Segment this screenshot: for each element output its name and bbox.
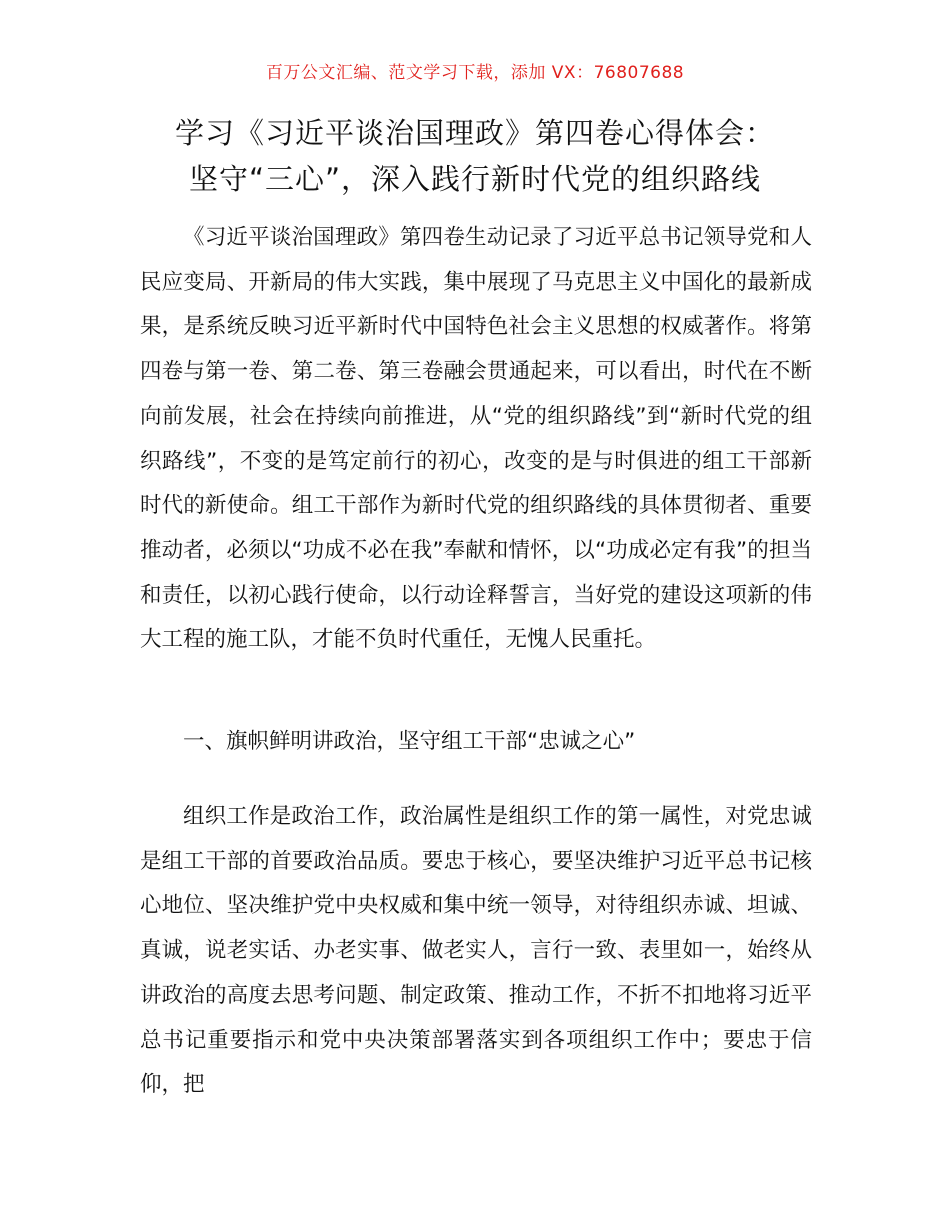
document-title-line-1: 学习《习近平谈治国理政》第四卷心得体会： xyxy=(174,116,775,150)
document-title-line-2: 坚守“三心”，深入践行新时代党的组织路线 xyxy=(188,162,762,196)
header-banner: 百万公文汇编、范文学习下载，添加 VX：76807688 xyxy=(265,63,685,83)
body-paragraph: 组织工作是政治工作，政治属性是组织工作的第一属性，对党忠诚是组工干部的首要政治品质。要忠于核心，要坚决维护习近平总书记核心地位、坚决维护党中央权威和集中统一领导，对待组织赤诚、坦诚、真诚，说老实话、办老实事、做老实人，言行一致、表里如一，始终从讲政治的高度去思考问题、制定政策、推动工作，不折不扣地将习近平总书记重要指示和党中央决策部署落实到各项组织工作中；要忠于信仰，把 xyxy=(140,804,812,1098)
intro-paragraph: 《习近平谈治国理政》第四卷生动记录了习近平总书记领导党和人民应变局、开新局的伟大实践，集中展现了马克思主义中国化的最新成果，是系统反映习近平新时代中国特色社会主义思想的权威著作。将第四卷与第一卷、第二卷、第三卷融会贯通起来，可以看出，时代在不断向前发展，社会在持续向前推进，从“党的组织路线”到“新时代党的组织路线”，不变的是笃定前行的初心，改变的是与时俱进的组工干部新时代的新使命。组工干部作为新时代党的组织路线的具体贯彻者、重要推动者，必须以“功成不必在我”奉献和情怀，以“功成必定有我”的担当和责任，以初心践行使命，以行动诠释誓言，当好党的建设这项新的伟大工程的施工队，才能不负时代重任，无愧人民重托。 xyxy=(140,225,812,653)
section-heading: 一、旗帜鲜明讲政治，坚守组工干部“忠诚之心” xyxy=(183,729,636,754)
